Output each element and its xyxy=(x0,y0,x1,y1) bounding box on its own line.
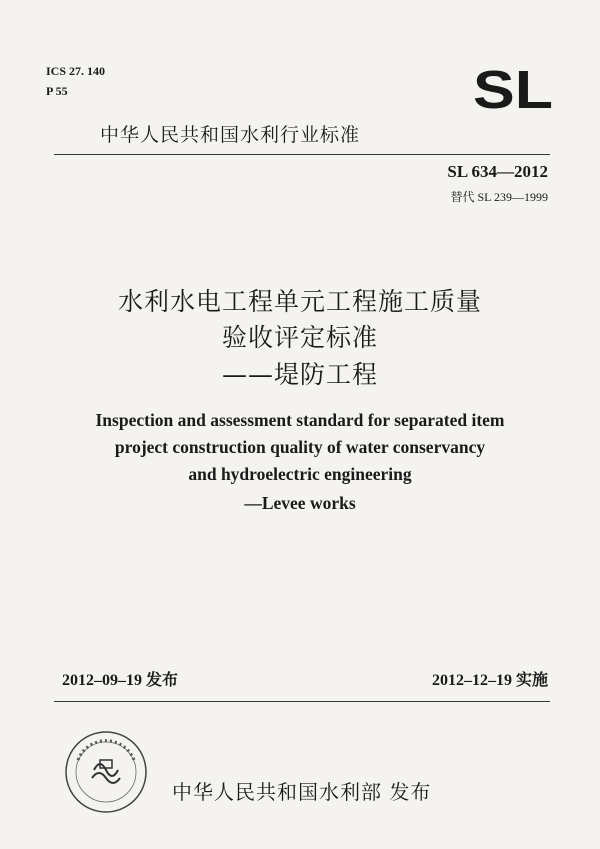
title-en-line-4: —Levee works xyxy=(244,493,356,513)
replaces-standard: 替代 SL 239—1999 xyxy=(450,190,548,204)
issue-date: 2012–09–19 发布 xyxy=(62,672,179,689)
industry-standard-heading: 中华人民共和国水利行业标准 xyxy=(100,124,361,146)
title-en-line-1: Inspection and assessment standard for separated item xyxy=(95,410,505,430)
title-cn-line-1: 水利水电工程单元工程施工质量 xyxy=(117,287,482,316)
publisher: 中华人民共和国水利部 发布 xyxy=(172,780,432,804)
sl-logo-text: SL xyxy=(473,64,553,112)
standard-number: SL 634—2012 xyxy=(447,162,548,181)
effective-date: 2012–12–19 实施 xyxy=(431,672,548,689)
bottom-divider xyxy=(54,701,550,702)
ics-code: ICS 27. 140 xyxy=(46,64,106,78)
p-code: P 55 xyxy=(46,84,68,98)
title-en-line-2: project construction quality of water conservancy xyxy=(114,437,486,457)
title-cn-line-3: ——堤防工程 xyxy=(221,360,378,389)
top-divider xyxy=(54,154,550,155)
publisher-seal-icon xyxy=(64,730,148,814)
title-cn-line-2: 验收评定标准 xyxy=(221,323,378,352)
title-en-line-3: and hydroelectric engineering xyxy=(188,464,412,484)
sl-logo xyxy=(472,64,554,112)
